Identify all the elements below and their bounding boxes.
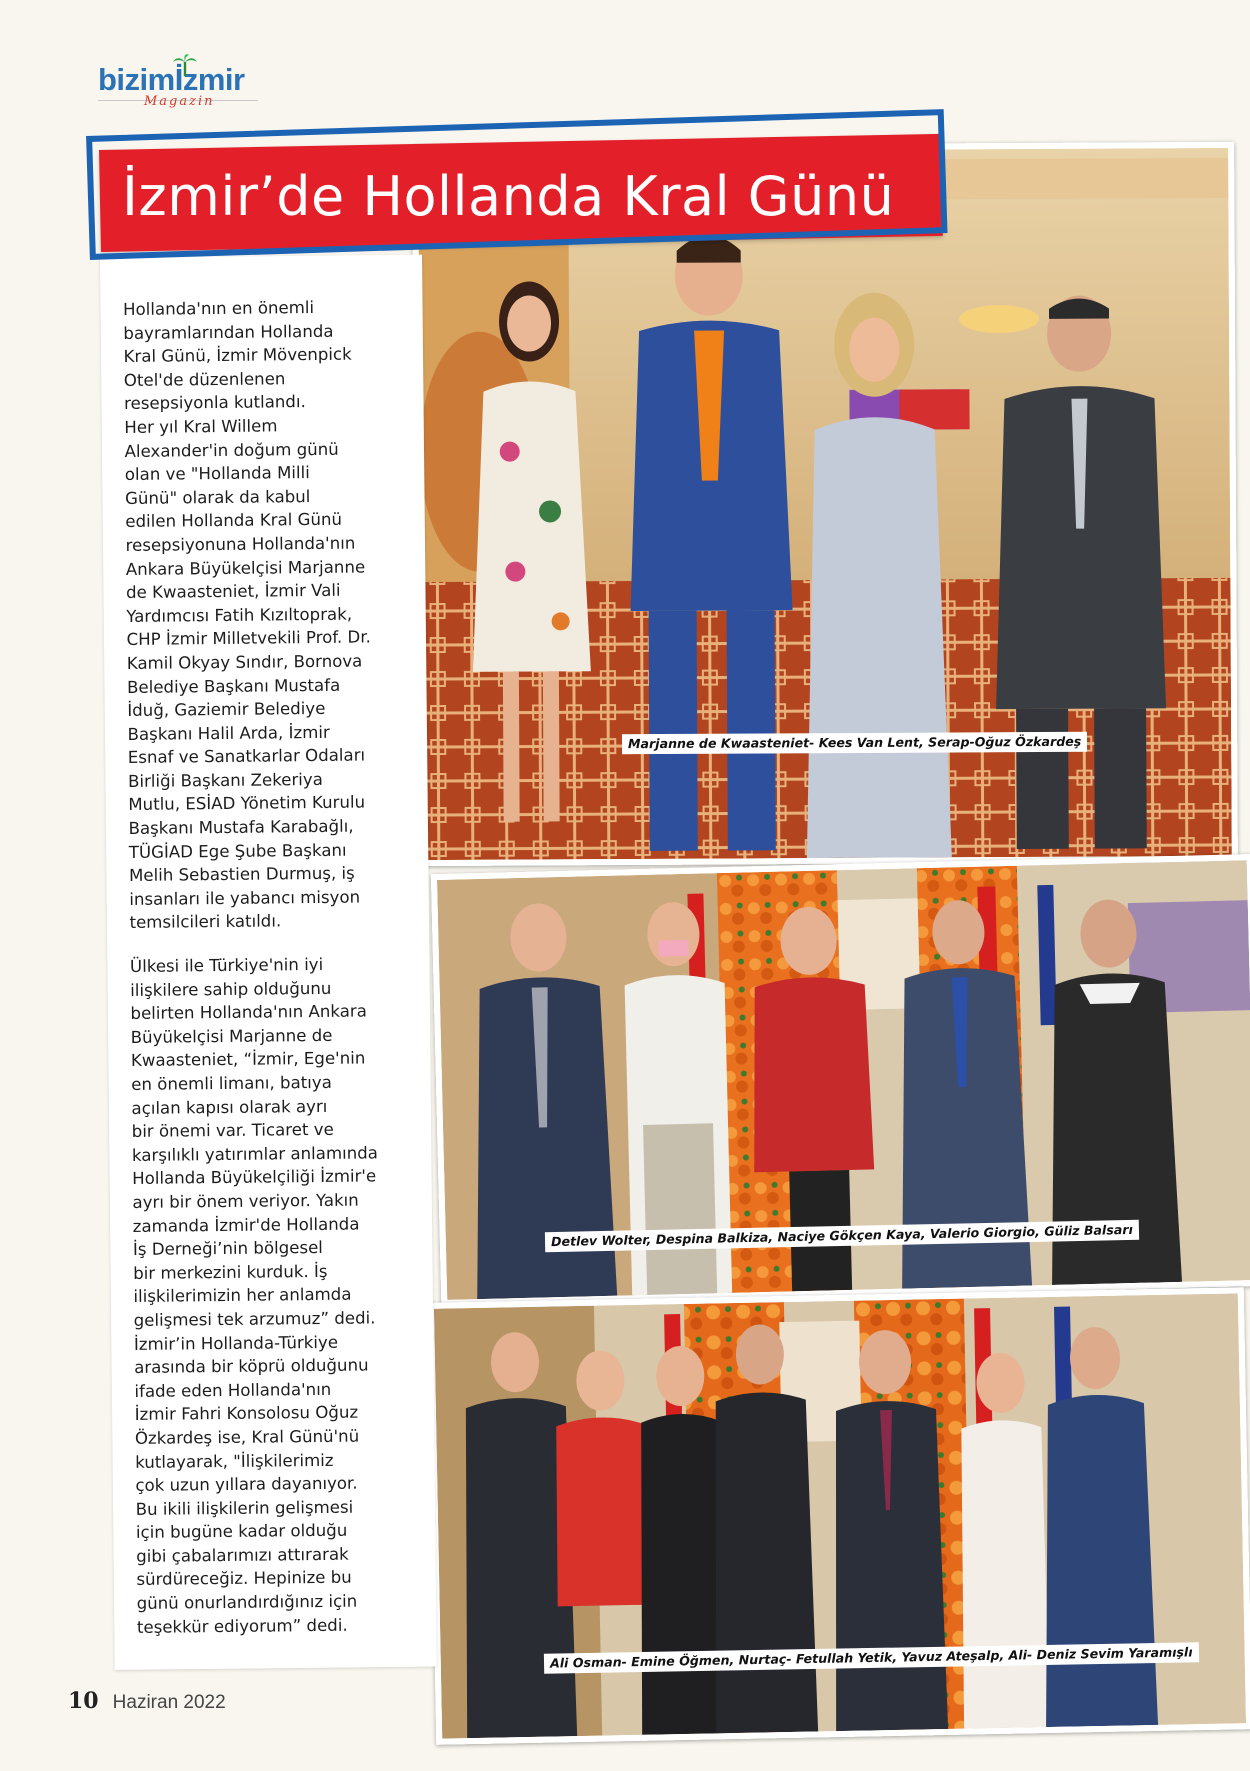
event-photo-1 bbox=[412, 142, 1238, 866]
logo-subtitle: Magazin bbox=[144, 94, 215, 109]
article-paragraph-1: Hollanda'nın en önemli bayramlarından Hollanda Kral Günü, İzmir Mövenpick Otel'de düzenlenen resepsiyonla kutlandı. Her yıl Kral Willem Alexander'in doğum günü olan ve "Hollanda Milli Günü" olarak da kabul edilen Hollanda Kral Günü resepsiyonuna Hollanda'nın Ankara Büyükelçisi Marjanne de Kwaasteniet, İzmir Vali Yardımcısı Fatih Kızıltoprak, CHP İzmir Milletvekili Prof. Dr. Kamil Okyay Sındır, Bornova Belediye Başkanı Mustafa İduğ, Gaziemir Belediye Başkanı Halil Arda, İzmir Esnaf ve Sanatkarlar Odaları Birliği Başkanı Zekeriya Mutlu, ESİAD Yönetim Kurulu Başkanı Mustafa Karabağlı, TÜGİAD Ege Şube Başkanı Melih Sebastien Durmuş, iş insanları ile yabancı misyon temsilcileri katıldı. bbox=[123, 297, 371, 933]
article-paragraph-2: Ülkesi ile Türkiye'nin iyi ilişkilere sahip olduğunu belirten Hollanda'nın Ankara Büyükelçisi Marjanne de Kwaasteniet, “İzmir, Ege'nin en önemli limanı, batıya açılan kapısı olarak ayrı bir önemi var. Ticaret ve karşılıklı yatırımlar anlamında Hollanda Büyükelçiliği İzmir'e ayrı bir önem veriyor. Yakın zamanda İzmir'de Hollanda İş Derneği’nin bölgesel bir merkezini kurduk. İş ilişkilerimizin her anlamda gelişmesi tek arzumuz” dedi. İzmir’in Hollanda-Türkiye arasında bir köprü olduğunu ifade eden Hollanda'nın İzmir Fahri Konsolosu Oğuz Özkardeş ise, Kral Günü'nü kutlayarak, "İlişkilerimiz çok uzun yıllara dayanıyor. Bu ikili ilişkilerin gelişmesi için bugüne kadar olduğu gibi çabalarımızı attırarak sürdüreceğiz. Hepinize bu günü onurlandırdığınız için teşekkür ediyorum” dedi. bbox=[129, 954, 379, 1637]
photo-1-scene bbox=[418, 148, 1232, 860]
article-body bbox=[123, 295, 405, 1659]
issue-date: Haziran 2022 bbox=[112, 1692, 226, 1713]
palm-tree-icon bbox=[172, 54, 198, 76]
photo-2-caption: Detlev Wolter, Despina Balkiza, Naciye Gökçen Kaya, Valerio Giorgio, Güliz Balsarı bbox=[545, 1220, 1139, 1252]
event-photo-3 bbox=[428, 1287, 1250, 1745]
magazine-logo bbox=[98, 60, 268, 116]
photo-3-caption: Ali Osman- Emine Öğmen, Nurtaç- Fetullah Yetik, Yavuz Ateşalp, Ali- Deniz Sevim Yaramışlı bbox=[544, 1642, 1199, 1673]
logo-brand: bizimİzmir bbox=[98, 62, 245, 97]
photo-1-caption: Marjanne de Kwaasteniet- Kees Van Lent, Serap-Oğuz Özkardeş bbox=[622, 732, 1087, 754]
page-number: 10 bbox=[68, 1688, 99, 1714]
page-footer bbox=[68, 1688, 226, 1714]
page-title: İzmir’de Hollanda Kral Günü bbox=[122, 165, 895, 228]
